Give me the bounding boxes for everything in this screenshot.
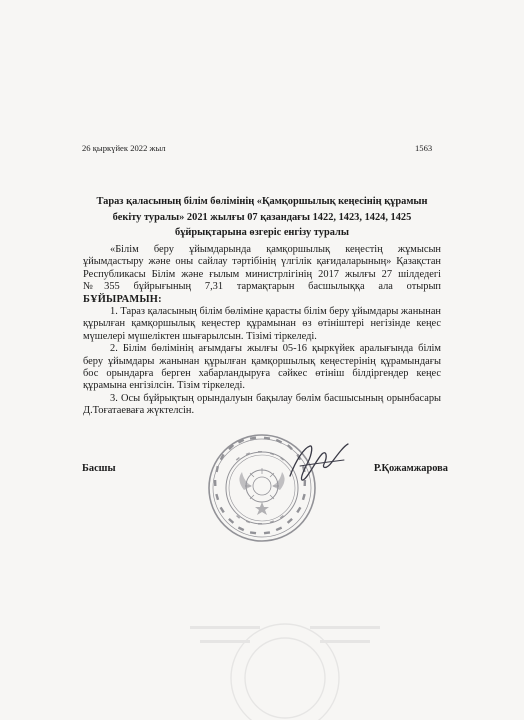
handwritten-signature-icon: [282, 440, 356, 484]
order-item-1: 1. Тараз қаласының білім бөліміне қарасты білім беру ұйымдары жанынан құрылған қамқоршылық кеңестер құрамынан өз өтініштері негізінде кеңес мүшелері мүшеліктен шығарылсын. Тізімі тіркеледі.: [83, 306, 441, 342]
order-item-2: 2. Білім бөлімінің ағымдағы жылғы 05-16 қыркүйек аралығында білім беру ұйымдары жанынан құрылған қамқоршылық кеңестерінің құрамындағы бос орындарға берген хабарландыруға сәйкес өтініш білдіргендер кеңес құрамына енгізілсін. Тізім тіркеледі.: [83, 343, 441, 392]
document-date: 26 қыркүйек 2022 жыл: [82, 143, 166, 153]
title-line: бұйрықтарына өзгеріс енгізу туралы: [175, 227, 349, 239]
document-body: [83, 244, 441, 418]
reverse-side-bleed: [180, 618, 390, 720]
signatory-name: Р.Қожамжарова: [373, 463, 448, 474]
signatory-title: Басшы: [82, 463, 116, 474]
document-number: 1563: [415, 143, 433, 153]
preamble-paragraph: [83, 244, 441, 306]
order-word: БҰЙЫРАМЫН:: [83, 293, 162, 305]
title-line: Тараз қаласының білім бөлімінің «Қамқоршылық кеңесінің құрамын: [96, 196, 428, 207]
document-title: [60, 194, 464, 241]
order-item-3: 3. Осы бұйрықтың орындалуын бақылау бөлім басшысының орынбасары Д.Тоғатаеваға жүктелсін.: [83, 392, 441, 417]
title-line: бекіту туралы» 2021 жылғы 07 қазандағы 1422, 1423, 1424, 1425: [112, 211, 412, 223]
preamble-text: «Білім беру ұйымдарында қамқоршылық кеңестің жұмысын ұйымдастыру және оны сайлау тәртібінің үлгілік қағидаларының» Қазақстан Республикасы Білім және ғылым министрлігінің 2017 жылғы 27 шілдедегі №355 бұйрығының 7,31 тармақтарын басшылыққа ала отырып: [83, 244, 441, 293]
